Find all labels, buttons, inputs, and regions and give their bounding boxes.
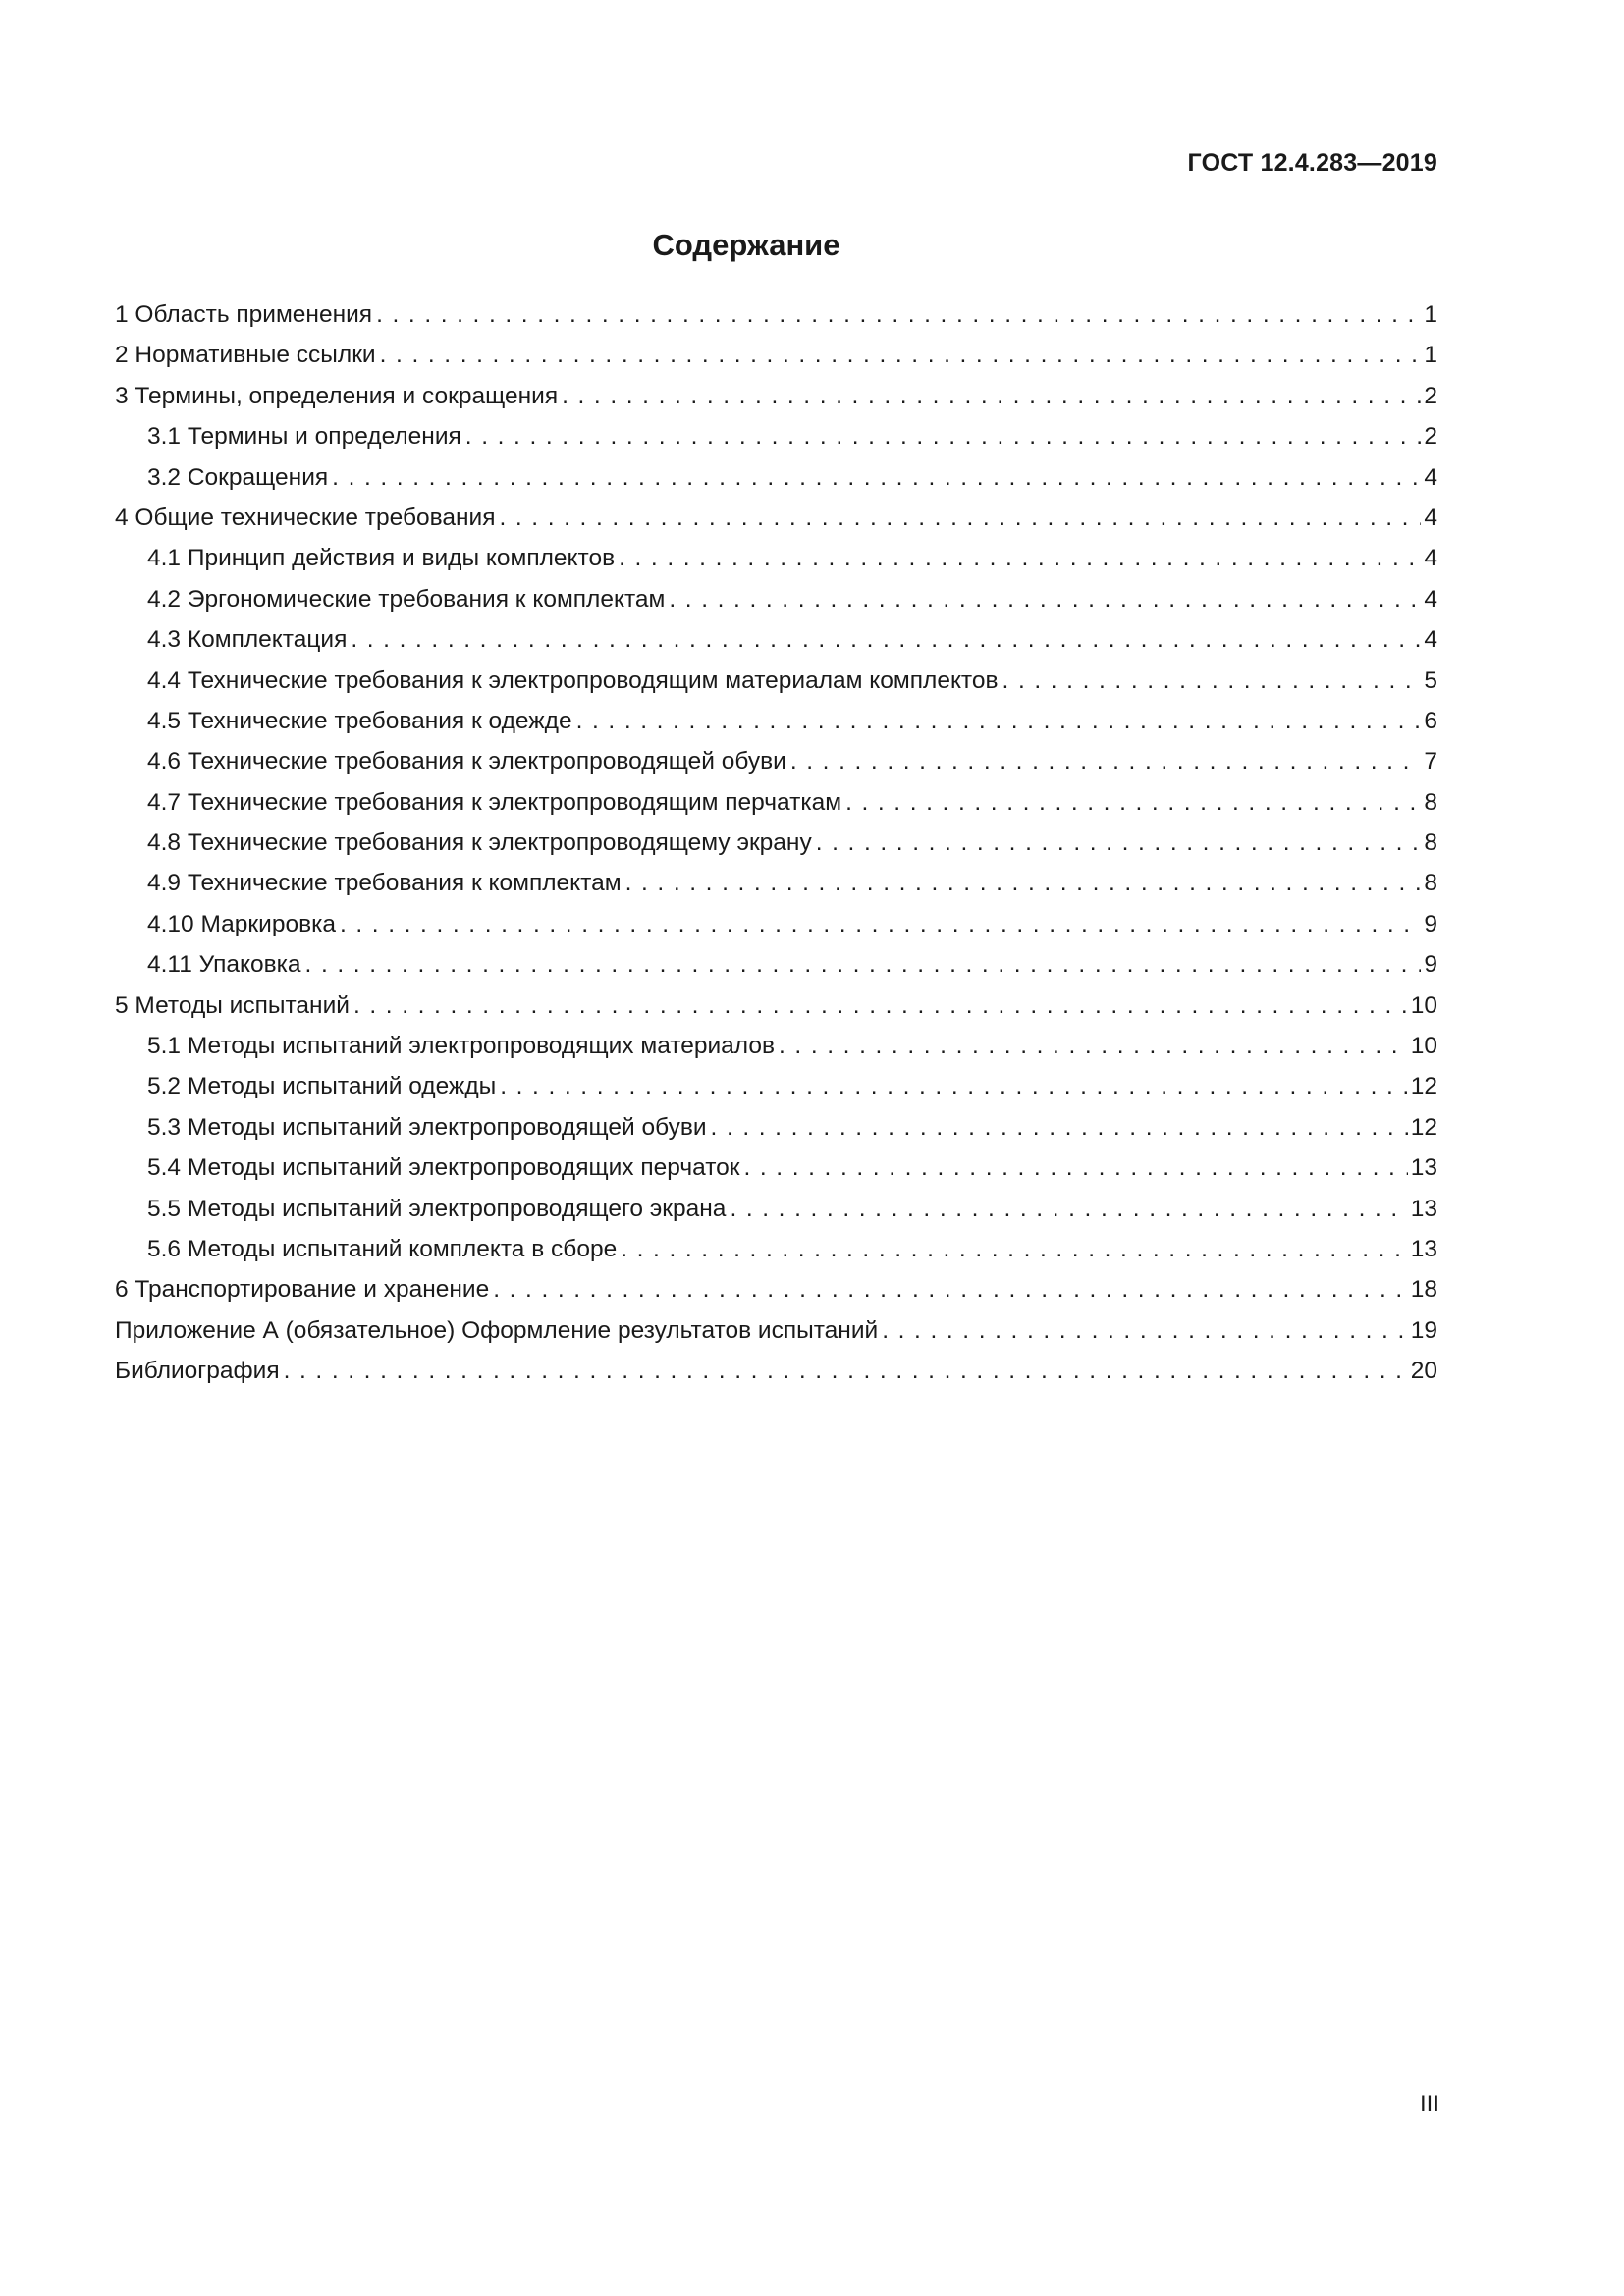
toc-entry-page: 4 (1424, 545, 1437, 572)
toc-entry-label: 6 Транспортирование и хранение (115, 1276, 490, 1304)
toc-entry-page: 1 (1424, 301, 1437, 328)
toc-entry-label: 4.9 Технические требования к комплектам (147, 870, 622, 897)
toc-entry[interactable] (115, 619, 1437, 660)
toc-dot-leader (625, 863, 1422, 903)
toc-dot-leader (669, 579, 1421, 619)
toc-entry[interactable] (115, 1189, 1437, 1229)
toc-entry-label: 5.2 Методы испытаний одежды (147, 1073, 497, 1100)
toc-entry-page: 9 (1424, 910, 1437, 937)
toc-dot-leader (353, 986, 1408, 1026)
document-code: ГОСТ 12.4.283—2019 (1187, 149, 1437, 177)
toc-entry-label: 4.2 Эргономические требования к комплектам (147, 585, 666, 613)
toc-entry[interactable] (115, 1269, 1437, 1309)
toc-entry-label: 4.4 Технические требования к электропроводящим материалам комплектов (147, 667, 999, 694)
toc-dot-leader (845, 782, 1421, 823)
toc-entry-page: 8 (1424, 870, 1437, 897)
toc-dot-leader (351, 619, 1421, 660)
toc-entry-page: 8 (1424, 829, 1437, 857)
table-of-contents (115, 294, 1437, 1392)
toc-entry-page: 13 (1410, 1154, 1437, 1182)
toc-entry-page: 20 (1410, 1358, 1437, 1385)
toc-dot-leader (1002, 661, 1422, 701)
toc-entry-label: 5.6 Методы испытаний комплекта в сборе (147, 1235, 618, 1262)
toc-entry-label: 4.1 Принцип действия и виды комплектов (147, 545, 616, 572)
toc-entry-page: 4 (1424, 626, 1437, 654)
toc-entry-page: 18 (1410, 1276, 1437, 1304)
toc-title: Содержание (652, 228, 840, 262)
toc-dot-leader (493, 1269, 1408, 1309)
toc-dot-leader (576, 701, 1422, 741)
toc-dot-leader (500, 1066, 1408, 1106)
toc-entry-label: 5 Методы испытаний (115, 991, 350, 1019)
toc-entry[interactable] (115, 1351, 1437, 1391)
toc-entry[interactable] (115, 538, 1437, 578)
toc-entry-page: 10 (1410, 1033, 1437, 1060)
toc-entry-page: 5 (1424, 667, 1437, 694)
toc-entry[interactable] (115, 823, 1437, 863)
toc-entry[interactable] (115, 416, 1437, 456)
toc-dot-leader (340, 904, 1421, 944)
toc-entry-label: Библиография (115, 1358, 280, 1385)
toc-dot-leader (743, 1148, 1407, 1188)
toc-entry[interactable] (115, 457, 1437, 498)
toc-entry[interactable] (115, 661, 1437, 701)
toc-dot-leader (711, 1107, 1408, 1148)
toc-entry[interactable] (115, 1310, 1437, 1351)
toc-dot-leader (284, 1351, 1408, 1391)
toc-dot-leader (305, 944, 1422, 985)
toc-entry-page: 1 (1424, 342, 1437, 369)
toc-entry[interactable] (115, 498, 1437, 538)
toc-entry-page: 12 (1410, 1113, 1437, 1141)
toc-entry[interactable] (115, 1026, 1437, 1066)
toc-entry[interactable] (115, 1107, 1437, 1148)
toc-entry-label: Приложение А (обязательное) Оформление результатов испытаний (115, 1316, 879, 1344)
toc-entry[interactable] (115, 1148, 1437, 1188)
toc-entry-label: 5.1 Методы испытаний электропроводящих материалов (147, 1033, 776, 1060)
toc-entry-label: 4.7 Технические требования к электропроводящим перчаткам (147, 788, 842, 816)
toc-entry-label: 4.11 Упаковка (147, 951, 301, 979)
toc-entry-page: 4 (1424, 463, 1437, 491)
toc-entry[interactable] (115, 863, 1437, 903)
toc-entry-page: 19 (1410, 1316, 1437, 1344)
toc-entry-label: 1 Область применения (115, 301, 373, 328)
toc-dot-leader (619, 538, 1421, 578)
toc-entry-label: 4.10 Маркировка (147, 910, 336, 937)
page-number: III (1419, 2091, 1439, 2117)
toc-entry[interactable] (115, 376, 1437, 416)
toc-dot-leader (816, 823, 1422, 863)
toc-entry[interactable] (115, 294, 1437, 335)
toc-dot-leader (790, 741, 1422, 781)
toc-entry-label: 3.1 Термины и определения (147, 423, 461, 451)
toc-entry-label: 2 Нормативные ссылки (115, 342, 376, 369)
toc-entry-page: 4 (1424, 504, 1437, 531)
toc-entry-label: 5.5 Методы испытаний электропроводящего экрана (147, 1195, 727, 1222)
toc-entry[interactable] (115, 1229, 1437, 1269)
toc-dot-leader (376, 294, 1421, 335)
toc-entry-label: 3.2 Сокращения (147, 463, 329, 491)
toc-entry-label: 4.3 Комплектация (147, 626, 348, 654)
toc-entry-page: 8 (1424, 788, 1437, 816)
toc-dot-leader (380, 335, 1422, 375)
toc-dot-leader (499, 498, 1421, 538)
toc-entry-label: 5.4 Методы испытаний электропроводящих перчаток (147, 1154, 740, 1182)
toc-entry-page: 13 (1410, 1235, 1437, 1262)
toc-entry[interactable] (115, 782, 1437, 823)
toc-entry[interactable] (115, 986, 1437, 1026)
toc-entry-page: 7 (1424, 748, 1437, 775)
toc-entry-page: 9 (1424, 951, 1437, 979)
toc-entry-page: 12 (1410, 1073, 1437, 1100)
toc-entry-page: 4 (1424, 585, 1437, 613)
toc-entry-page: 10 (1410, 991, 1437, 1019)
toc-entry[interactable] (115, 1066, 1437, 1106)
toc-entry[interactable] (115, 335, 1437, 375)
toc-entry-page: 6 (1424, 707, 1437, 734)
toc-dot-leader (779, 1026, 1408, 1066)
toc-entry-label: 3 Термины, определения и сокращения (115, 382, 559, 409)
toc-entry[interactable] (115, 579, 1437, 619)
toc-entry[interactable] (115, 741, 1437, 781)
toc-entry-label: 4 Общие технические требования (115, 504, 496, 531)
toc-entry-label: 4.5 Технические требования к одежде (147, 707, 572, 734)
toc-dot-leader (730, 1189, 1407, 1229)
toc-entry-page: 2 (1424, 423, 1437, 451)
toc-dot-leader (882, 1310, 1408, 1351)
toc-dot-leader (332, 457, 1421, 498)
toc-entry-label: 5.3 Методы испытаний электропроводящей обуви (147, 1113, 707, 1141)
toc-dot-leader (465, 416, 1422, 456)
toc-dot-leader (562, 376, 1421, 416)
toc-entry-label: 4.8 Технические требования к электропроводящему экрану (147, 829, 812, 857)
toc-entry-page: 2 (1424, 382, 1437, 409)
toc-entry[interactable] (115, 904, 1437, 944)
toc-entry-label: 4.6 Технические требования к электропроводящей обуви (147, 748, 786, 775)
toc-entry[interactable] (115, 944, 1437, 985)
toc-entry-page: 13 (1410, 1195, 1437, 1222)
toc-entry[interactable] (115, 701, 1437, 741)
toc-dot-leader (621, 1229, 1408, 1269)
